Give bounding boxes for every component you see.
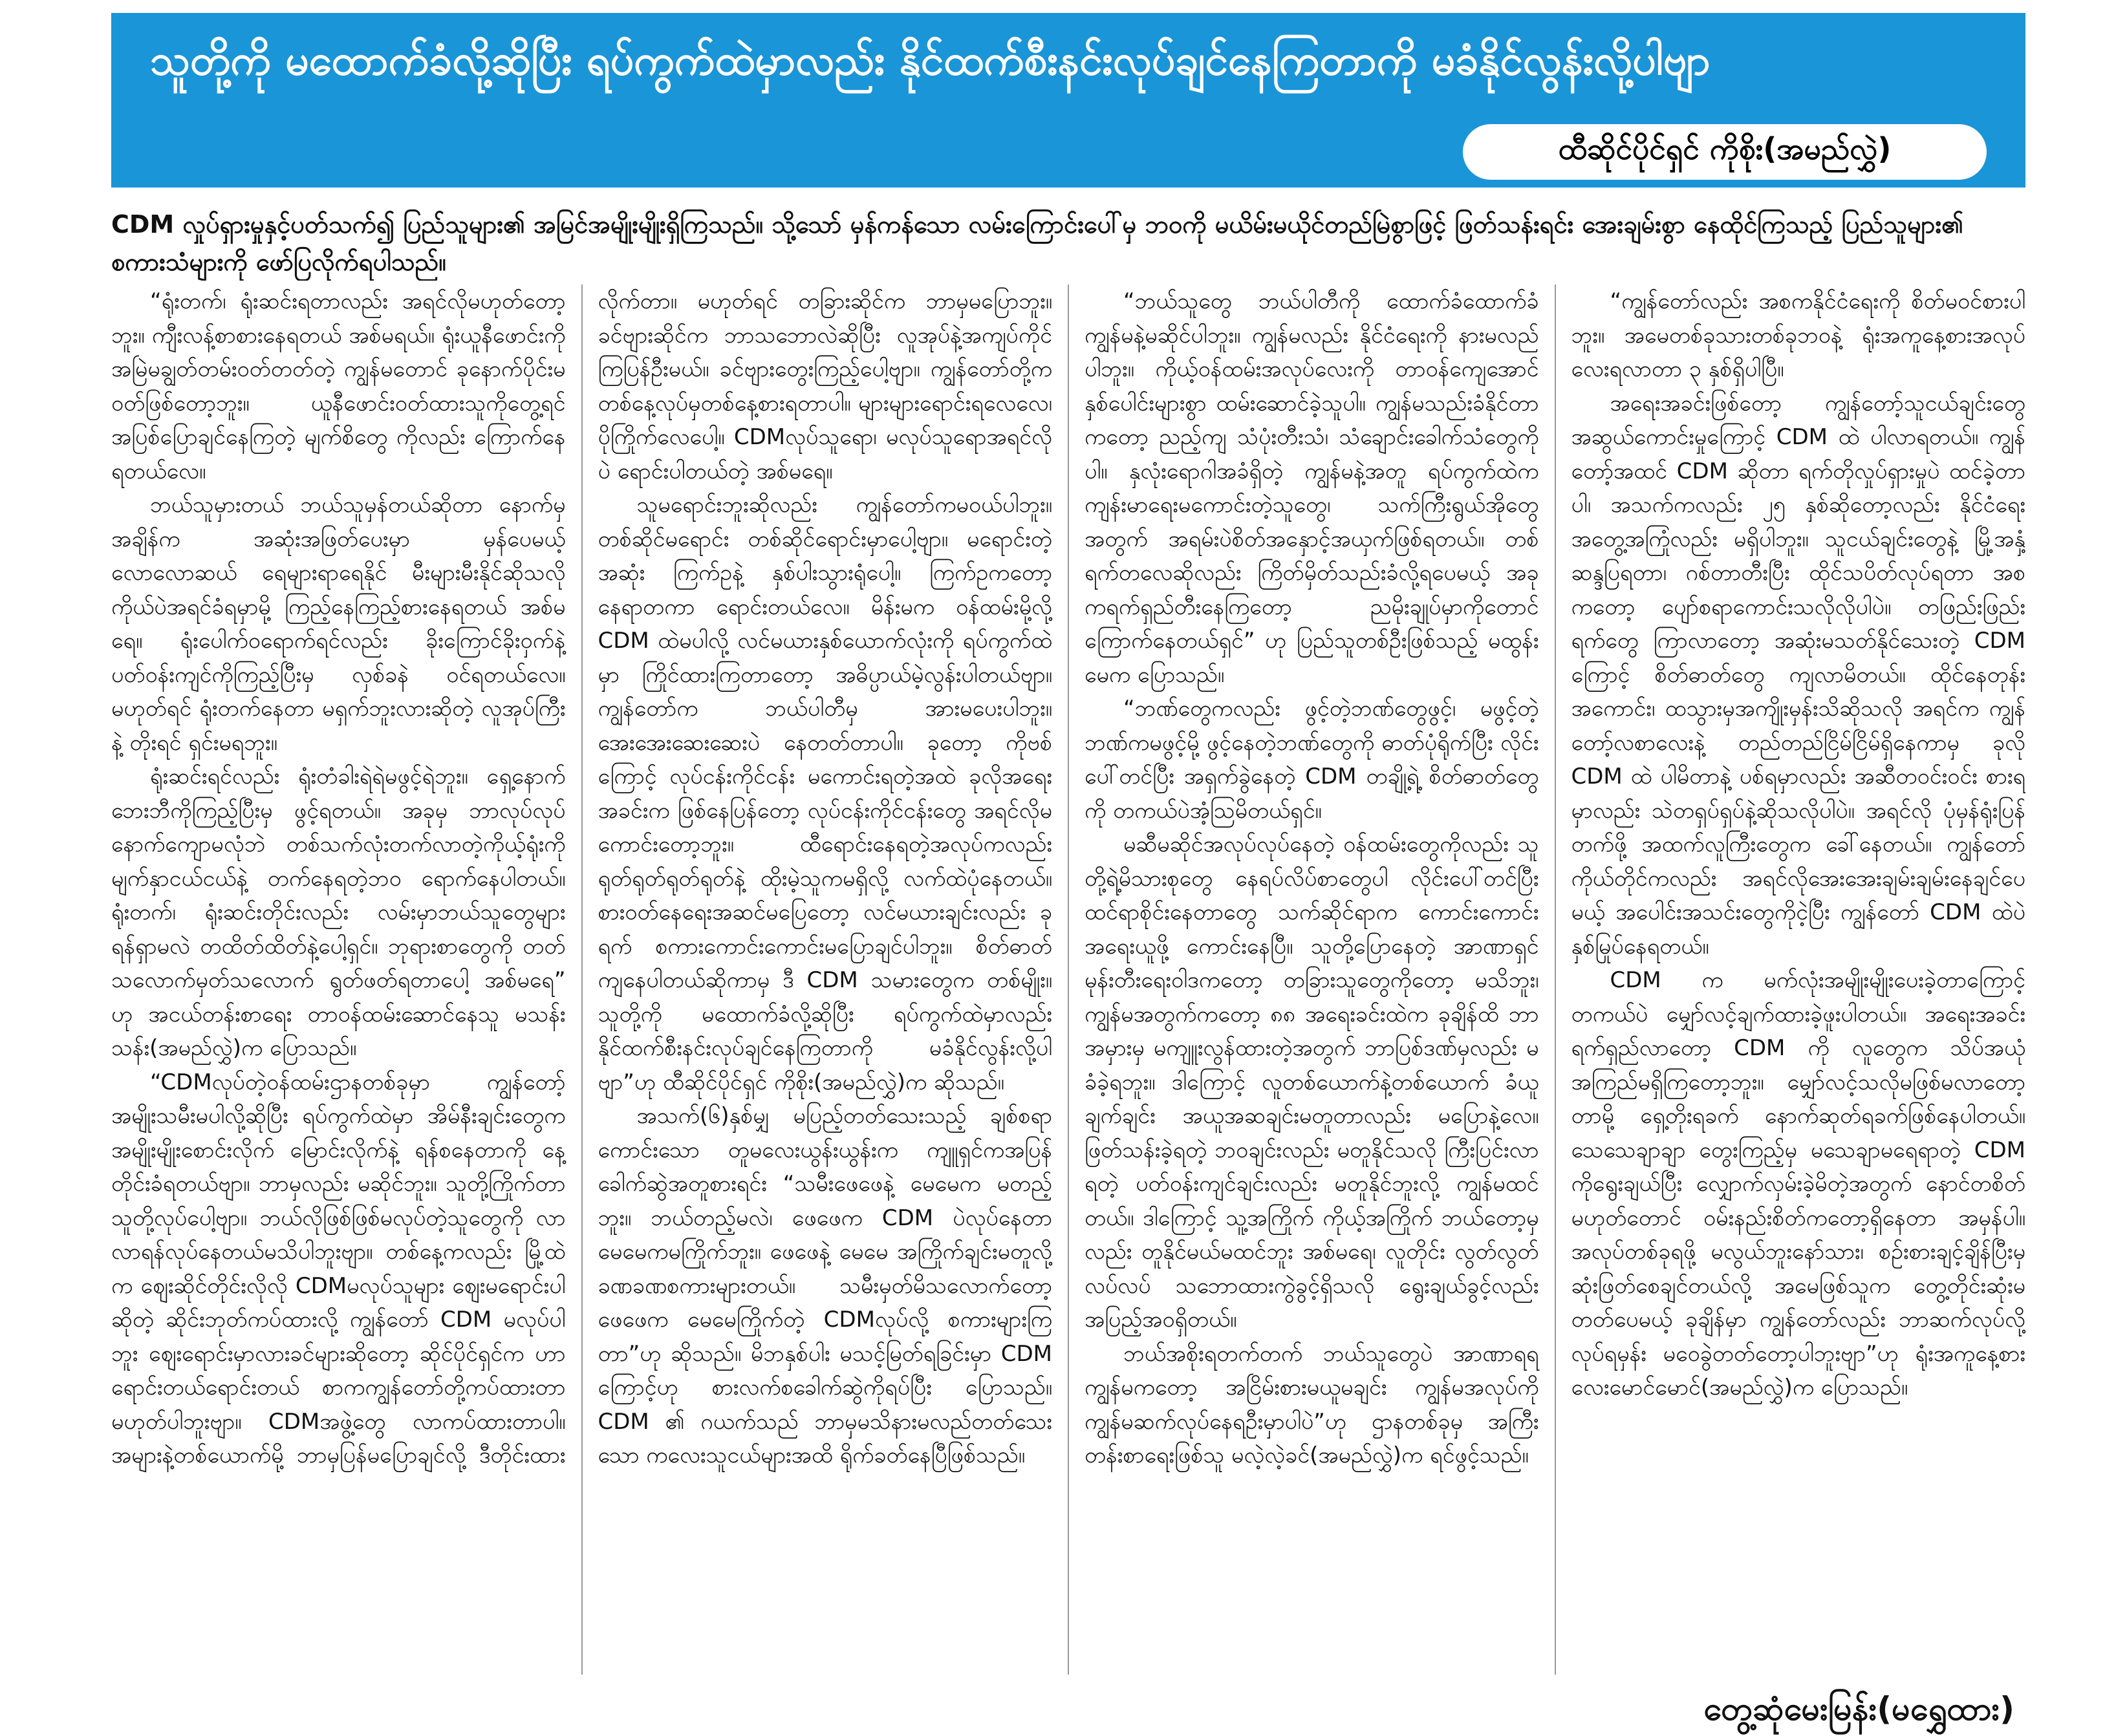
paragraph: “ဘဏ်တွေကလည်း ဖွင့်တဲ့ဘဏ်တွေဖွင့်၊ မဖွင့်တဲ့ဘဏ်ကမဖွင့်မို့ ဖွင့်နေတဲ့ဘဏ်တွေကို ဓာတ်ပုံရိုက်ပြီး လိုင်းပေါ်တင်ပြီး အရှက်ခွဲနေတဲ့ CDM တချို့ရဲ့ စိတ်ဓာတ်တွေကို တကယ်ပဲအံ့သြမိတယ်ရှင်။ bbox=[1085, 696, 1539, 824]
paragraph: “ကျွန်တော်လည်း အစကနိုင်ငံရေးကို စိတ်မဝင်စားပါဘူး။ အမေတစ်ခုသားတစ်ခုဘဝနဲ့ ရုံးအကူနေ့စားအလုပ်လေးရလာတာ ၃ နှစ်ရှိပါပြီ။ bbox=[1571, 288, 2025, 382]
headline-banner bbox=[111, 13, 2025, 188]
standfirst: CDM လှုပ်ရှားမှုနှင့်ပတ်သက်၍ ပြည်သူများ၏ အမြင်အမျိုးမျိုးရှိကြသည်။ သို့သော် မှန်ကန်သော လမ်းကြောင်းပေါ်မှ ဘဝကို မယိမ်းမယိုင်တည်မြဲစွာဖြင့် ဖြတ်သန်းရင်း အေးချမ်းစွာ နေထိုင်ကြသည့် ပြည်သူများ၏ စကားသံများကို ဖော်ပြလိုက်ရပါသည်။ bbox=[111, 210, 1963, 276]
author-credit: တွေ့ဆုံမေးမြန်း(မရွှေထား) bbox=[1703, 1690, 2014, 1728]
paragraph: CDM က မက်လုံးအမျိုးမျိုးပေးခဲ့တာကြောင့် တကယ်ပဲ မျှော်လင့်ချက်ထားခဲ့ဖူးပါတယ်။ အရေးအခင်းရက်ရှည်လာတော့ CDM ကို လူတွေက သိပ်အယုံအကြည်မရှိကြတော့ဘူး။ မျှော်လင့်သလိုမဖြစ်မလာတော့တာမို့ ရှေ့တိုးရခက် နောက်ဆုတ်ရခက်ဖြစ်နေပါတယ်။ သေသေချာချာ တွေးကြည့်မှ မသေချာမရေရာတဲ့ CDM ကိုရွေးချယ်ပြီး လျှောက်လှမ်းခဲ့မိတဲ့အတွက် နောင်တစိတ် မဟုတ်တောင် ဝမ်းနည်းစိတ်ကတော့ရှိနေတာ အမှန်ပါ။ အလုပ်တစ်ခုရဖို့ မလွယ်ဘူးနော်သား၊ စဉ်းစားချင့်ချိန်ပြီးမှ ဆုံးဖြတ်စေချင်တယ်လို့ အမေဖြစ်သူက တွေ့တိုင်းဆုံးမတတ်ပေမယ့် ခုချိန်မှာ ကျွန်တော်လည်း ဘာဆက်လုပ်လို့လုပ်ရမှန်း မဝေခွဲတတ်တော့ပါဘူးဗျာ”ဟု ရုံးအကူနေ့စားလေးမောင်မောင်(အမည်လွှဲ)က ပြောသည်။ bbox=[1571, 967, 2025, 1400]
paragraph: “CDMလုပ်တဲ့ဝန်ထမ်းဌာနတစ်ခုမှာ ကျွန်တော့်အမျိုးသမီးမပါလို့ဆိုပြီး ရပ်ကွက်ထဲမှာ အိမ်နီးချင်းတွေက အမျိုးမျိုးစောင်းလိုက် မြောင်းလိုက်နဲ့ ရန်စနေတာကို နေ့တိုင်းခံရတယ်ဗျာ။ ဘာမှလည်း မဆိုင်ဘူး။ သူတို့ကြိုက်တာ သူတို့လုပ်ပေါ့ဗျာ။ ဘယ်လိုဖြစ်ဖြစ်မလုပ်တဲ့သူတွေကို လာလာရန်လုပ်နေတယ်မသိပါဘူးဗျာ။ တစ်နေ့ကလည်း မြို့ထဲက ဈေးဆိုင်တိုင်းလိုလို CDMမလုပ်သူများ ဈေးမရောင်းပါဆိုတဲ့ ဆိုင်းဘုတ်ကပ်ထားလို့ ကျွန်တော် CDM မလုပ်ပါဘူး ဈေးရောင်းမှာလားခင်များဆိုတော့ ဆိုင်ပိုင်ရှင်က ဟာ ရောင်းတယ်ရောင်းတယ် စာကကျွန်တော်တို့ကပ်ထားတာမဟုတ်ပါဘူးဗျာ။ CDMအဖွဲ့တွေ လာကပ်ထားတာပါ။ အများနဲ့တစ်ယောက်မို့ ဘာမှပြန်မပြောချင်လို့ ဒီတိုင်းထားလိုက်တာ။ မဟုတ်ရင် တခြားဆိုင်က ဘာမှမပြောဘူး။ ခင်ဗျားဆိုင်က ဘာသဘောလဲဆိုပြီး လူအုပ်နဲ့အကျပ်ကိုင်ကြပြန်ဦးမယ်။ ခင်ဗျားတွေးကြည့်ပေါ့ဗျာ။ ကျွန်တော်တို့က တစ်နေ့လုပ်မှတစ်နေ့စားရတာပါ။ များများရောင်းရလေလေ၊ ပိုကြိုက်လေပေါ့။ CDMလုပ်သူရော၊ မလုပ်သူရောအရင်လိုပဲ ရောင်းပါတယ်တဲ့ အစ်မရေ။ bbox=[111, 288, 1052, 1468]
paragraph: အရေးအခင်းဖြစ်တော့ ကျွန်တော့်သူငယ်ချင်းတွေ အဆွယ်ကောင်းမှုကြောင့် CDM ထဲ ပါလာရတယ်။ ကျွန်တော့်အထင် CDM ဆိုတာ ရက်တိုလှုပ်ရှားမှုပဲ ထင်ခဲ့တာပါ၊ အသက်ကလည်း ၂၅ နှစ်ဆိုတော့လည်း နိုင်ငံရေးအတွေ့အကြုံလည်း မရှိပါဘူး။ သူငယ်ချင်းတွေနဲ့ မြို့အနှံ့ဆန္ဒပြရတာ၊ ဂစ်တာတီးပြီး ထိုင်သပိတ်လုပ်ရတာ အစကတော့ ပျော်စရာကောင်းသလိုလိုပါပဲ။ တဖြည်းဖြည်း ရက်တွေ ကြာလာတော့ အဆုံးမသတ်နိုင်သေးတဲ့ CDM ကြောင့် စိတ်ဓာတ်တွေ ကျလာမိတယ်။ ထိုင်နေတုန်းအကောင်း၊ ထသွားမှအကျိုးမှန်းသိဆိုသလို အရင်က ကျွန်တော့်လစာလေးနဲ့ တည်တည်ငြိမ်ငြိမ်ရှိနေကာမှ ခုလို CDM ထဲ ပါမိတာနဲ့ ပစ်ရမှာလည်း အဆီတဝင်းဝင်း စားရမှာလည်း သဲတရှပ်ရှပ်နဲ့ဆိုသလိုပါပဲ။ အရင်လို ပုံမှန်ရုံးပြန်တက်ဖို့ အထက်လူကြီးတွေက ခေါ်နေတယ်။ ကျွန်တော်ကိုယ်တိုင်ကလည်း အရင်လိုအေးအေးချမ်းချမ်းနေချင်ပေမယ့် အပေါင်းအသင်းတွေကိုငဲ့ပြီး ကျွန်တော် CDM ထဲပဲ နှစ်မြုပ်နေရတယ်။ bbox=[1571, 390, 2025, 959]
byline-pill bbox=[1463, 124, 1987, 180]
paragraph: ရုံးဆင်းရင်လည်း ရုံးတံခါးရဲရဲမဖွင့်ရဲဘူး။ ရှေ့နောက် ဘေးဘီကိုကြည့်ပြီးမှ ဖွင့်ရတယ်။ အခုမှ ဘာလုပ်လုပ် နောက်ကျောမလုံဘဲ တစ်သက်လုံးတက်လာတဲ့ကိုယ့်ရုံးကို မျက်နှာငယ်ငယ်နဲ့ တက်နေရတဲ့ဘဝ ရောက်နေပါတယ်။ ရုံးတက်၊ ရုံးဆင်းတိုင်းလည်း လမ်းမှာဘယ်သူတွေများ ရန်ရှာမလဲ တထိတ်ထိတ်နဲ့ပေါ့ရှင်။ ဘုရားစာတွေကို တတ်သလောက်မှတ်သလောက် ရွတ်ဖတ်ရတာပေါ့ အစ်မရေ” ဟု အငယ်တန်းစာရေး တာဝန်ထမ်းဆောင်နေသူ မသန်းသန်း(အမည်လွှဲ)က ပြောသည်။ bbox=[111, 764, 566, 1061]
paragraph: “ဘယ်သူတွေ ဘယ်ပါတီကို ထောက်ခံထောက်ခံ ကျွန်မနဲ့မဆိုင်ပါဘူး။ ကျွန်မလည်း နိုင်ငံရေးကို နားမလည်ပါဘူး။ ကိုယ့်ဝန်ထမ်းအလုပ်လေးကို တာဝန်ကျေအောင် နှစ်ပေါင်းများစွာ ထမ်းဆောင်ခဲ့သူပါ။ ကျွန်မသည်းခံနိုင်တာကတော့ ညည့်ကျ သံပုံးတီးသံ၊ သံချောင်းခေါက်သံတွေကိုပါ။ နှလုံးရောဂါအခံရှိတဲ့ ကျွန်မနဲ့အတူ ရပ်ကွက်ထဲက ကျန်းမာရေးမကောင်းတဲ့သူတွေ၊ သက်ကြီးရွယ်အိုတွေအတွက် အရမ်းပဲစိတ်အနှောင့်အယှက်ဖြစ်ရတယ်။ တစ်ရက်တလေဆိုလည်း ကြိတ်မှိတ်သည်းခံလို့ရပေမယ့် အခုကရက်ရှည်တီးနေကြတော့ ညမိုးချုပ်မှာကိုတောင် ကြောက်နေတယ်ရှင်” ဟု ပြည်သူတစ်ဦးဖြစ်သည့် မထွန်းမေက ပြောသည်။ bbox=[1085, 288, 1539, 688]
paragraph: ဘယ်အစိုးရတက်တက် ဘယ်သူတွေပဲ အာဏာရရ ကျွန်မကတော့ အငြိမ်းစားမယူမချင်း ကျွန်မအလုပ်ကို ကျွန်မဆက်လုပ်နေရဦးမှာပါပဲ”ဟု ဌာနတစ်ခုမှ အကြီးတန်းစာရေးဖြစ်သူ မလဲ့လဲ့ခင်(အမည်လွှဲ)က ရင်ဖွင့်သည်။ bbox=[1085, 1340, 1539, 1468]
paragraph: သူမရောင်းဘူးဆိုလည်း ကျွန်တော်ကမဝယ်ပါဘူး။ တစ်ဆိုင်မရောင်း တစ်ဆိုင်ရောင်းမှာပေါ့ဗျာ။ မရောင်းတဲ့အဆုံး ကြက်ဥနဲ့ နှစ်ပါးသွားရုံပေါ့။ ကြက်ဥကတော့ နေရာတကာ ရောင်းတယ်လေ။ မိန်းမက ဝန်ထမ်းမို့လို့ CDM ထဲမပါလို့ လင်မယားနှစ်ယောက်လုံးကို ရပ်ကွက်ထဲမှာ ကြိုင်ထားကြတာတော့ အဓိပ္ပာယ်မဲ့လွန်းပါတယ်ဗျာ။ ကျွန်တော်က ဘယ်ပါတီမှ အားမပေးပါဘူး။ အေးအေးဆေးဆေးပဲ နေတတ်တာပါ။ ခုတော့ ကိုဗစ်ကြောင့် လုပ်ငန်းကိုင်ငန်း မကောင်းရတဲ့အထဲ ခုလိုအရေးအခင်းက ဖြစ်နေပြန်တော့ လုပ်ငန်းကိုင်ငန်းတွေ အရင်လိုမကောင်းတော့ဘူး။ ထီရောင်းနေရတဲ့အလုပ်ကလည်း ရုတ်ရုတ်ရုတ်ရုတ်နဲ့ ထိုးမဲ့သူကမရှိလို့ လက်ထဲပုံနေတယ်။ စားဝတ်နေရေးအဆင်မပြေတော့ လင်မယားချင်းလည်း ခုရက် စကားကောင်းကောင်းမပြောချင်ပါဘူး။ စိတ်ဓာတ်ကျနေပါတယ်ဆိုကာမှ ဒီ CDM သမားတွေက တစ်မျိုး။ သူတို့ကို မထောက်ခံလို့ဆိုပြီး ရပ်ကွက်ထဲမှာလည်း နိုင်ထက်စီးနင်းလုပ်ချင်နေကြတာကို မခံနိုင်လွန်းလို့ပါဗျာ”ဟု ထီဆိုင်ပိုင်ရှင် ကိုစိုး(အမည်လွှဲ)က ဆိုသည်။ bbox=[598, 492, 1052, 1095]
paragraph: ဘယ်သူမှားတယ် ဘယ်သူမှန်တယ်ဆိုတာ နောက်မှအချိန်က အဆုံးအဖြတ်ပေးမှာ မှန်ပေမယ့် လောလောဆယ် ရေများရာရေနိုင် မီးများမီးနိုင်ဆိုသလို ကိုယ်ပဲအရင်ခံရမှာမို့ ကြည့်နေကြည့်စားနေရတယ် အစ်မရေ။ ရုံးပေါက်ဝရောက်ရင်လည်း ခိုးကြောင်ခိုးဝှက်နဲ့ ပတ်ဝန်းကျင်ကိုကြည့်ပြီးမှ လှစ်ခနဲ ဝင်ရတယ်လေ။ မဟုတ်ရင် ရုံးတက်နေတာ မရှက်ဘူးလားဆိုတဲ့ လူအုပ်ကြီးနဲ့ တိုးရင် ရှင်းမရဘူး။ bbox=[111, 492, 566, 756]
paragraph: “ရုံးတက်၊ ရုံးဆင်းရတာလည်း အရင်လိုမဟုတ်တော့ဘူး။ ကျီးလန့်စာစားနေရတယ် အစ်မရယ်။ ရုံးယူနီဖောင်းကို အမြဲမချွတ်တမ်းဝတ်တတ်တဲ့ ကျွန်မတောင် ခုနောက်ပိုင်းမဝတ်ဖြစ်တော့ဘူး။ ယူနီဖောင်းဝတ်ထားသူကိုတွေ့ရင် အပြစ်ပြောချင်နေကြတဲ့ မျက်စိတွေ ကိုလည်း ကြောက်နေရတယ်လေ။ bbox=[111, 288, 566, 484]
byline: ထီဆိုင်ပိုင်ရှင် ကိုစိုး(အမည်လွှဲ) bbox=[1558, 131, 1892, 166]
headline: သူတို့ကို မထောက်ခံလို့ဆိုပြီး ရပ်ကွက်ထဲမှာလည်း နိုင်ထက်စီးနင်းလုပ်ချင်နေကြတာကို မခံနိုင်လွန်းလို့ပါဗျာ bbox=[150, 37, 1711, 85]
paragraph: အသက်(၆)နှစ်မျှ မပြည့်တတ်သေးသည့် ချစ်စရာကောင်းသော တူမလေးယွန်းယွန်းက ကျူရှင်ကအပြန် ခေါက်ဆွဲအတူစားရင်း “သမီးဖေဖေနဲ့ မေမေက မတည့်ဘူး။ ဘယ်တည့်မလဲ၊ ဖေဖေက CDM ပဲလုပ်နေတာ မေမေကမကြိုက်ဘူး။ ဖေဖေနဲ့ မေမေ အကြိုက်ချင်းမတူလို့ ခဏခဏစကားများတယ်။ သမီးမှတ်မိသလောက်တော့ ဖေဖေက မေမေကြိုက်တဲ့ CDMလုပ်လို့ စကားများကြတာ”ဟု ဆိုသည်။ မိဘနှစ်ပါး မသင့်မြတ်ရခြင်းမှာ CDM ကြောင့်ဟု စားလက်စခေါက်ဆွဲကိုရပ်ပြီး ပြောသည်။ CDM ၏ ဂယက်သည် ဘာမှမသိနားမလည်တတ်သေးသော ကလေးသူငယ်များအထိ ရိုက်ခတ်နေပြီဖြစ်သည်။ bbox=[598, 1103, 1052, 1468]
paragraph: မဆီမဆိုင်အလုပ်လုပ်နေတဲ့ ဝန်ထမ်းတွေကိုလည်း သူတို့ရဲ့မိသားစုတွေ နေရပ်လိပ်စာတွေပါ လိုင်းပေါ်တင်ပြီး ထင်ရာစိုင်းနေတာတွေ သက်ဆိုင်ရာက ကောင်းကောင်းအရေးယူဖို့ ကောင်းနေပြီ။ သူတို့ပြောနေတဲ့ အာဏာရှင်မုန်းတီးရေးဝါဒကတော့ တခြားသူတွေကိုတော့ မသိဘူး၊ ကျွန်မအတွက်ကတော့ ၈၈ အရေးခင်းထဲက ခုချိန်ထိ ဘာအမှားမှ မကျူးလွန်ထားတဲ့အတွက် ဘာပြစ်ဒဏ်မှလည်း မခံခဲ့ရဘူး။ ဒါကြောင့် လူတစ်ယောက်နဲ့တစ်ယောက် ခံယူချက်ချင်း အယူအဆချင်းမတူတာလည်း မပြောနဲ့လေ။ ဖြတ်သန်းခဲ့ရတဲ့ ဘဝချင်းလည်း မတူနိုင်သလို ကြီးပြင်းလာရတဲ့ ပတ်ဝန်းကျင်ချင်းလည်း မတူနိုင်ဘူးလို့ ကျွန်မထင်တယ်။ ဒါကြောင့် သူ့အကြိုက် ကိုယ့်အကြိုက် ဘယ်တော့မှလည်း တူနိုင်မယ်မထင်ဘူး အစ်မရေ၊ လူတိုင်း လွတ်လွတ်လပ်လပ် သဘောထားကွဲခွင့်ရှိသလို ရွေးချယ်ခွင့်လည်း အပြည့်အဝရှိတယ်။ bbox=[1085, 831, 1539, 1333]
article-body bbox=[111, 284, 2025, 1675]
